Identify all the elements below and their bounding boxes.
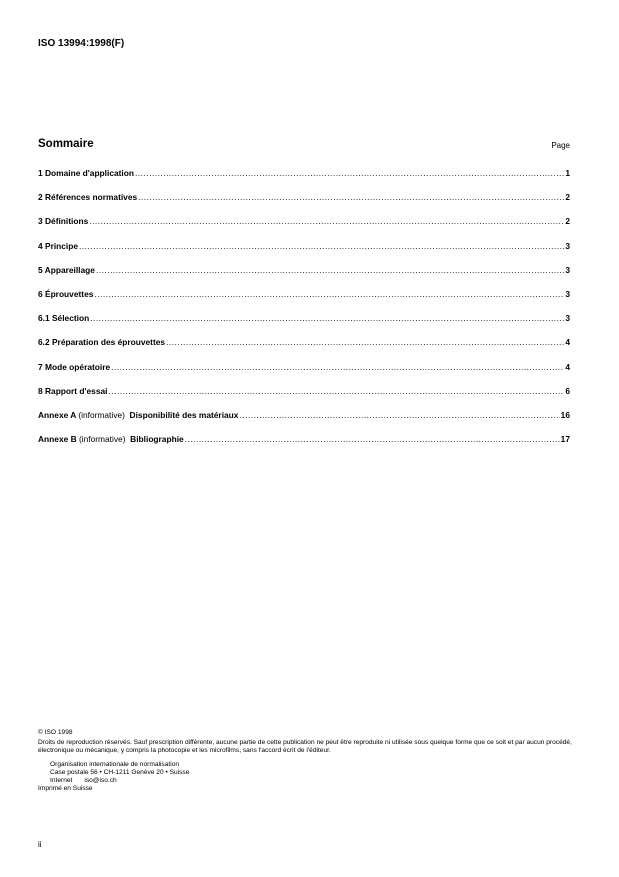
dot-leader: [135, 168, 564, 178]
toc-entry[interactable]: [38, 386, 570, 410]
toc-entry-label: 6.2 Préparation des éprouvettes: [38, 337, 166, 348]
toc-entry-page: 16: [560, 409, 570, 420]
toc-entry-annex-b[interactable]: [38, 434, 570, 458]
toc-entry-page: 17: [560, 434, 570, 445]
annex-title: Bibliographie: [130, 434, 184, 445]
annex-title: Disponibilité des matériaux: [129, 409, 239, 420]
dot-leader: [89, 216, 564, 226]
toc-entry[interactable]: [38, 337, 570, 361]
internet-contact: [50, 777, 583, 785]
toc-entry[interactable]: [38, 289, 570, 313]
dot-leader: [96, 265, 564, 275]
postal-address: Case postale 56 • CH-1211 Genève 20 • Suisse: [50, 768, 190, 776]
dot-leader: [185, 434, 560, 444]
page-number: ii: [38, 840, 42, 849]
toc-entry-page: 1: [565, 168, 570, 178]
toc-entry[interactable]: [38, 241, 570, 265]
table-of-contents: [38, 168, 570, 458]
toc-entry-label: 4 Principe: [38, 240, 79, 251]
document-id: ISO 13994:1998(F): [38, 38, 125, 49]
toc-entry-page: 3: [565, 288, 570, 299]
toc-entry-label: 3 Définitions: [38, 216, 89, 227]
toc-entry-label: 6 Éprouvettes: [38, 288, 94, 299]
toc-entry-page: 4: [565, 337, 570, 348]
rights-statement: Droits de reproduction réservés. Sauf prescription différente, aucune partie de cette publication ne peut être reproduite ni utilisée sous quelque forme que ce soit et par aucun procédé, électronique ou mécanique, y compris la photocopie et les microfilms, sans l'accord écrit de l'éditeur.: [38, 739, 572, 755]
dot-leader: [108, 386, 564, 396]
toc-entry-label: 1 Domaine d'application: [38, 168, 134, 178]
toc-entry-label: 7 Mode opératoire: [38, 361, 111, 372]
internet-email[interactable]: iso@iso.ch: [84, 777, 117, 785]
publisher-address: [38, 761, 583, 786]
toc-entry-page: 3: [565, 313, 570, 324]
toc-entry-page: 2: [565, 216, 570, 227]
toc-entry-label: [38, 410, 238, 420]
annex-label: Annexe A: [38, 409, 77, 420]
toc-entry-page: 6: [565, 385, 570, 396]
dot-leader: [138, 192, 564, 202]
toc-entry[interactable]: [38, 265, 570, 289]
dot-leader: [111, 362, 564, 372]
copyright-notice: © ISO 1998: [38, 729, 73, 736]
toc-entry-label: 5 Appareillage: [38, 264, 95, 275]
toc-entry-label: 8 Rapport d'essai: [38, 385, 108, 396]
dot-leader: [90, 313, 564, 323]
toc-entry[interactable]: [38, 362, 570, 386]
organisation-name: Organisation internationale de normalisation: [50, 760, 180, 768]
toc-entry-annex-a[interactable]: [38, 410, 570, 434]
toc-entry-page: 4: [565, 361, 570, 372]
printed-in: Imprimé en Suisse: [38, 785, 93, 793]
copyright-footer: [38, 729, 583, 793]
internet-label: Internet: [50, 777, 73, 785]
annex-informative-tag: (informative): [78, 434, 126, 445]
annex-label: Annexe B: [38, 434, 77, 445]
dot-leader: [79, 241, 564, 251]
toc-page-column-label: Page: [551, 141, 570, 150]
dot-leader: [166, 337, 564, 347]
toc-entry-page: 2: [565, 192, 570, 203]
toc-entry-page: 3: [565, 240, 570, 251]
toc-entry[interactable]: [38, 216, 570, 240]
dot-leader: [94, 289, 564, 299]
toc-entry-label: 2 Références normatives: [38, 192, 138, 203]
toc-entry-label: [38, 434, 184, 444]
toc-entry-page: 3: [565, 264, 570, 275]
dot-leader: [239, 410, 559, 420]
toc-entry[interactable]: [38, 168, 570, 192]
toc-entry[interactable]: [38, 192, 570, 216]
toc-title: Sommaire: [38, 138, 94, 150]
annex-informative-tag: (informative): [78, 409, 125, 420]
toc-entry-label: 6.1 Sélection: [38, 313, 90, 324]
toc-entry[interactable]: [38, 313, 570, 337]
